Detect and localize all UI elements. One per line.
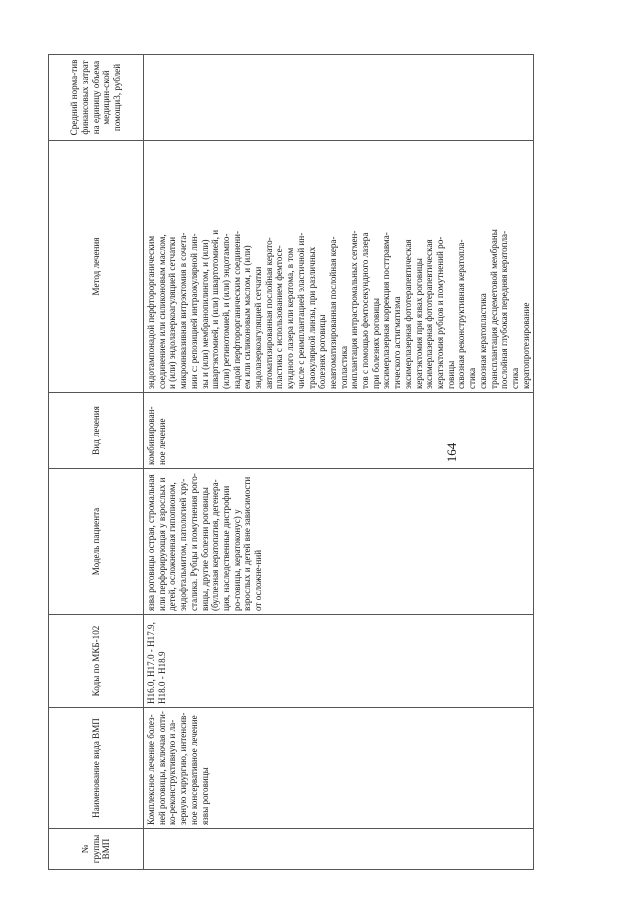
method-line: кератэктомия рубцов и помутнений ро- <box>434 236 445 389</box>
method-line: ем или силиконовым маслом, и (или) <box>242 245 253 389</box>
method-line: эндолазеркоагуляцией сетчатки <box>253 266 264 389</box>
method-line: числе с реимплантацией эластичной ин- <box>295 232 306 389</box>
method-line: сквозная кератопластика <box>477 293 488 389</box>
cell-treatment-type: комбинирован-ное лечение <box>144 393 534 469</box>
method-line: автоматизированная послойная керато- <box>263 237 274 389</box>
cell-patient-model: язва роговицы острая, стромальная или перфорирующая у взрослых и детей, осложненная гипопионом, эндофтальмитом, патологией хру-сталика. Рубцы и помутнения рого-вицы, другие болезни роговицы (буллезная кератопатия, дегенера-ция, наследственные дистрофии ро-говицы, кератоконус) у взрослых и детей вне зависимости от осложне-ний <box>144 469 534 615</box>
vmp-table <box>48 54 534 870</box>
method-line: нии с: репозицией интраокулярной лин- <box>188 233 199 389</box>
method-line: кератопротезирование <box>520 302 531 389</box>
method-line: трансплантация десцеметовой мембраны <box>488 229 499 389</box>
cell-group-number <box>144 829 534 870</box>
method-line: эксимерлазерная фототерапевтическая <box>402 239 413 389</box>
method-line: микроинвазивная витрэктомия в сочета- <box>178 232 189 389</box>
cell-cost-standard <box>144 55 534 141</box>
cell-treatment-method <box>144 141 534 393</box>
page-number: 164 <box>444 442 459 463</box>
method-line: соединением или силиконовым маслом, <box>156 234 167 389</box>
method-line: кундного лазера или кератома, в том <box>285 247 296 389</box>
method-line: швартэктомией, и (или) швартотомией, и <box>210 229 221 389</box>
method-line: имплантация интрастромальных сегмен- <box>349 230 360 389</box>
method-line: неавтоматизированная послойная кера- <box>327 236 338 389</box>
header-patient-model: Модель пациента <box>49 469 144 615</box>
method-line: тического астигматизма <box>392 296 403 389</box>
method-line: стика <box>509 367 520 389</box>
cell-icd-codes: H16.0, H17.0 - H17.9, H18.0 - H18.9 <box>144 615 534 708</box>
method-line: зы и (или) мембранопилингом, и (или) <box>199 239 210 389</box>
method-line: надой перфторорганическим соединени- <box>231 230 242 389</box>
cell-vmp-name: Комплексное лечение болез-ней роговицы, включая опти-ко-реконструктивную и ла-зерную хирургию, интенсив-ное консервативное лечение язвы роговицы <box>144 708 534 829</box>
method-line: траокулярной линзы, при различных <box>306 246 317 389</box>
method-line: и (или) эндолазеркоагуляцией сетчатки <box>167 236 178 389</box>
method-line: (или) ретинотомией, и (или) эндотампо- <box>220 233 231 389</box>
table-header-row <box>49 55 144 870</box>
header-cost-standard: Средний норма-тив финансовых затрат на единицу объема медицин-ской помощи3, рублей <box>49 55 144 141</box>
method-line: при болезнях роговицы <box>370 297 381 389</box>
method-line: кератэктомия при язвах роговицы <box>413 258 424 389</box>
method-line: послойная глубокая передняя кератопла- <box>499 230 510 389</box>
method-line: эксимерлазерная коррекция посттравма- <box>381 232 392 389</box>
method-line: тов с помощью фемтосекундного лазера <box>360 232 371 389</box>
method-line: болезнях роговицы <box>317 314 328 389</box>
method-line: эндотампонадой перфторорганическим <box>146 235 156 389</box>
header-group-number: № группы ВМП <box>49 829 144 870</box>
header-treatment-type: Вид лечения <box>49 393 144 469</box>
header-vmp-name: Наименование вида ВМП <box>49 708 144 829</box>
method-line: эксимерлазерная фототерапевтическая <box>424 239 435 389</box>
method-line: топластика <box>338 345 349 389</box>
method-line: говицы <box>445 360 456 389</box>
method-line: пластика с использованием фемтосе- <box>274 245 285 389</box>
table-row <box>144 55 534 870</box>
header-treatment-method: Метод лечения <box>49 141 144 393</box>
header-icd-codes: Коды по МКБ-102 <box>49 615 144 708</box>
method-line: сквозная реконструктивная кератопла- <box>456 239 467 389</box>
method-line: стика <box>467 367 478 389</box>
